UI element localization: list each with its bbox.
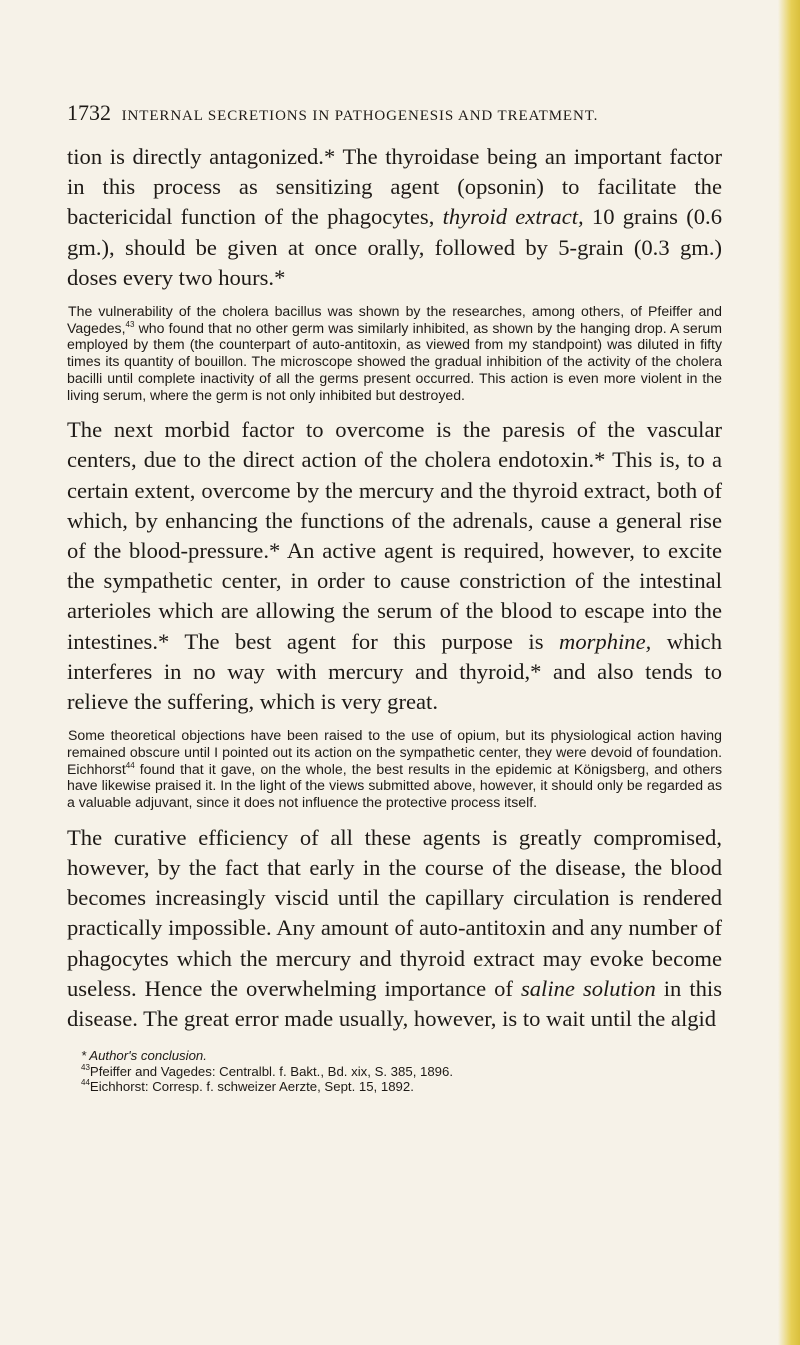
book-page: [67, 100, 722, 1094]
body-paragraph-1: tion is directly antagonized.* The thyroidase being an important factor in this process as sensitizing agent (opsonin) to facilitate the bactericidal function of the phagocytes, thyroid extract, 10 grains (0.6 gm.), should be given at once orally, followed by 5-grain (0.3 gm.) doses every two hours.*: [67, 144, 722, 290]
footnote-ref-43: 43: [125, 319, 135, 329]
body-paragraph-2: The next morbid factor to overcome is the paresis of the vascular centers, due to the direct action of the cholera endotoxin.* This is, to a certain extent, overcome by the mercury and the thyroid extract, both of which, by enhancing the functions of the adrenals, cause a general rise of the blood-pressure.* An active agent is required, however, to excite the sympathetic center, in order to cause constriction of the intestinal arterioles which are allowing the serum of the blood to escape into the intestines.* The best agent for this purpose is morphine, which interferes in no way with mercury and thyroid,* and also tends to relieve the suffering, which is very great.: [67, 417, 722, 715]
footnotes: [67, 1048, 722, 1094]
small-print-note-1: The vulnerability of the cholera bacillus was shown by the researches, among others, of Pfeiffer and Vagedes,$^{43}$ who found that no other germ was similarly inhibited, as shown by the hanging drop. A serum employed by them (the counterpart of auto-antitoxin, as viewed from my standpoint) was diluted in fifty times its quantity of bouillon. The microscope showed the gradual inhibition of the activity of the cholera bacilli until complete inactivity of all the germs present occurred. This action is even more violent in the living serum, where the germ is not only inhibited but destroyed.: [67, 303, 722, 403]
running-title: INTERNAL SECRETIONS IN PATHOGENESIS AND TREATMENT.: [121, 108, 599, 124]
small-print-note-2: Some theoretical objections have been raised to the use of opium, but its physiological action having remained obscure until I pointed out its action on the sympathetic center, they were devoid of foundation. Eichhorst$^{44}$ found that it gave, on the whole, the best results in the epidemic at Königsberg, and others have likewise praised it. In the light of the views submitted above, however, it should only be regarded as a valuable adjuvant, since it does not influence the protective process itself.: [67, 727, 722, 811]
page-edge-shading: [778, 0, 800, 1345]
body-paragraph-3: The curative efficiency of all these agents is greatly compromised, however, by the fact that early in the course of the disease, the blood becomes increasingly viscid until the capillary circulation is rendered practically impossible. Any amount of auto-antitoxin and any number of phagocytes which the mercury and thyroid extract may evoke become useless. Hence the overwhelming importance of saline solution in this disease. The great error made usually, however, is to wait until the algid: [67, 824, 722, 1031]
emphasis-thyroid-extract: thyroid extract,: [442, 204, 584, 230]
emphasis-morphine: morphine,: [559, 628, 652, 654]
footnote-44: $^{44}$Eichhorst: Corresp. f. schweizer Aerzte, Sept. 15, 1892.: [81, 1078, 414, 1095]
emphasis-saline-solution: saline solution: [520, 975, 656, 1001]
running-head: [67, 100, 722, 126]
footnote-43: $^{43}$Pfeiffer and Vagedes: Centralbl. f. Bakt., Bd. xix, S. 385, 1896.: [81, 1062, 454, 1079]
footnote-author: * Author's conclusion.: [81, 1048, 207, 1064]
footnote-ref-44: 44: [125, 760, 135, 770]
page-number: 1732: [67, 100, 111, 125]
